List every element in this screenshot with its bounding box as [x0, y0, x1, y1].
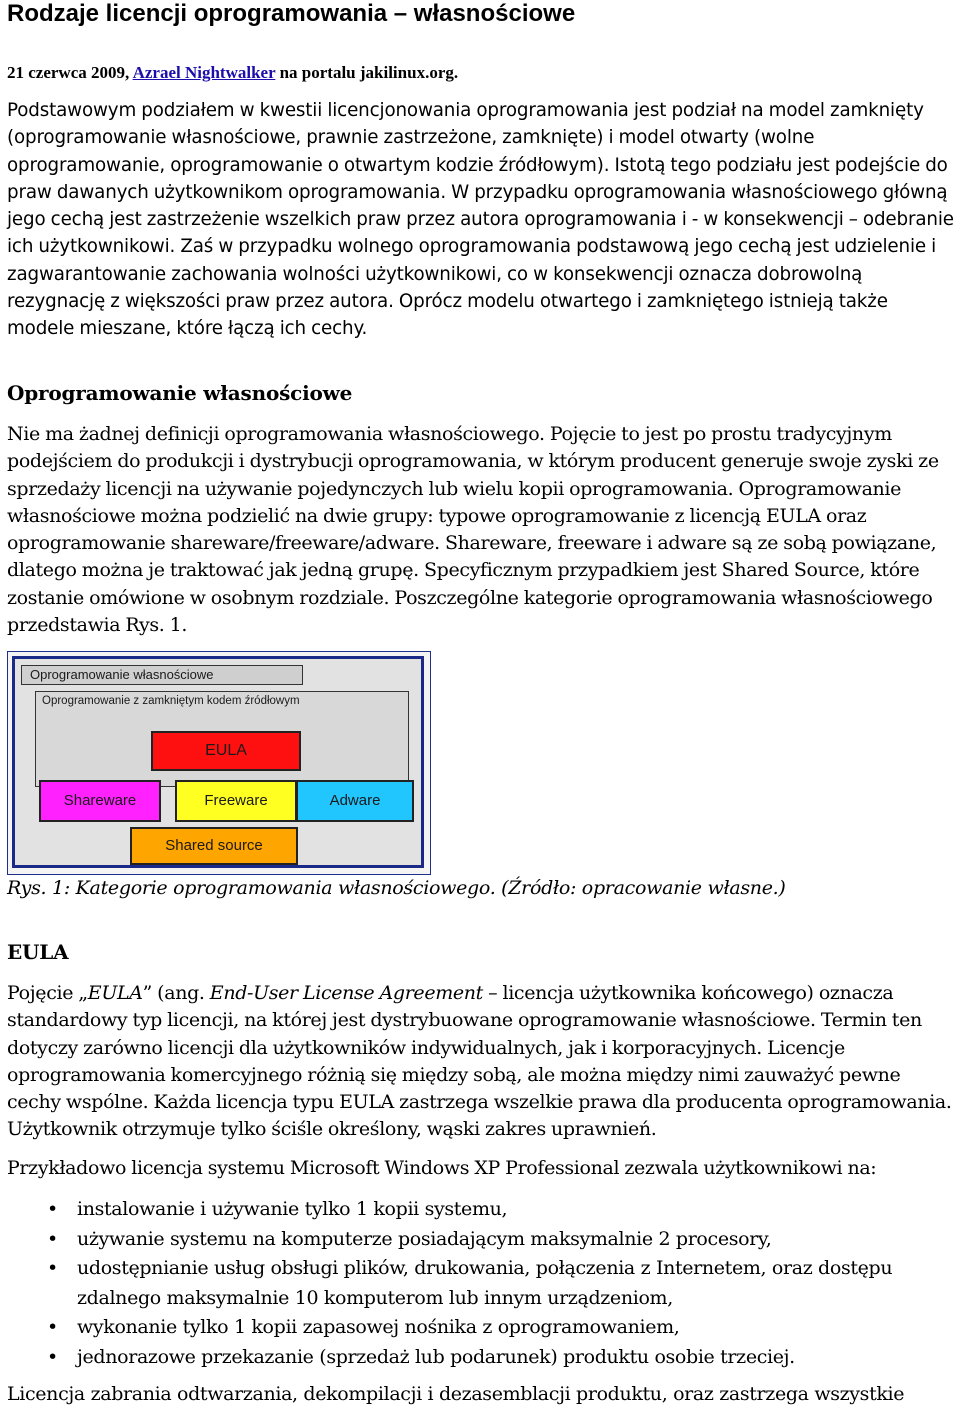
page-title: Rodzaje licencji oprogramowania – własnościowe — [7, 0, 576, 27]
diagram-inner-label: Oprogramowanie z zamkniętym kodem źródłowym — [42, 695, 300, 707]
bullet-icon: • — [47, 1345, 58, 1368]
list-item-text: wykonanie tylko 1 kopii zapasowej nośnika z oprogramowaniem, — [77, 1316, 680, 1338]
article-meta — [7, 63, 458, 83]
diagram-box-eula: EULA — [151, 731, 301, 771]
list-item-text: jednorazowe przekazanie (sprzedaż lub podarunek) produktu osobie trzeciej. — [77, 1345, 795, 1368]
license-restrictions-text: Licencja zabrania odtwarzania, dekompilacji i dezasemblacji produktu, oraz zastrzega wszystkie — [7, 1383, 905, 1405]
source-text: na portalu jakilinux.org. — [275, 63, 459, 82]
proprietary-paragraph: Nie ma żadnej definicji oprogramowania własnościowego. Pojęcie to jest po prostu tradycyjnym podejściem do produkcji i dystrybucji oprogramowania, w którym producent generuje swoje zyski ze sprzedaży licencji na używanie pojedynczych lub wielu kopii oprogramowania. Oprogramowanie własnościowe można podzielić na dwie grupy: typowe oprogramowanie z licencją EULA oraz oprogramowanie shareware/freeware/adware. Shareware, freeware i adware są ze sobą powiązane, dlatego można je traktować jak jedną grupę. Specyficznym przypadkiem jest Shared Source, które zostanie omówione w osobnym rozdziale. Poszczególne kategorie oprogramowania własnościowego przedstawia Rys. 1. — [7, 423, 939, 637]
list-item-text: udostępnianie usług obsługi plików, drukowania, połączenia z Internetem, oraz dostępu zdalnego maksymalnie 10 komputerom lub innym urządzeniom, — [77, 1257, 893, 1309]
diagram-box-shareware: Shareware — [39, 780, 161, 822]
proprietary-software-diagram — [7, 651, 431, 875]
figure-caption: Rys. 1: Kategorie oprogramowania własnościowego. (Źródło: opracowanie własne.) — [7, 877, 786, 899]
diagram-box-shared-source: Shared source — [130, 827, 298, 865]
list-item — [7, 1195, 957, 1225]
list-item — [7, 1313, 957, 1343]
eula-text-start: Pojęcie „ — [7, 982, 88, 1004]
list-item-text: używanie systemu na komputerze posiadającym maksymalnie 2 procesory, — [77, 1227, 772, 1250]
diagram-box-adware: Adware — [296, 780, 414, 822]
license-permissions-list — [7, 1195, 957, 1372]
author-link[interactable]: Azrael Nightwalker — [132, 63, 276, 82]
eula-text-mid: ” (ang. — [142, 982, 210, 1004]
bullet-icon: • — [47, 1198, 58, 1220]
section-heading-eula: EULA — [7, 940, 69, 964]
list-item — [7, 1254, 957, 1313]
diagram-frame — [12, 656, 424, 868]
license-example-intro: Przykładowo licencja systemu Microsoft Windows XP Professional zezwala użytkownikowi na: — [7, 1157, 877, 1179]
diagram-outer-label: Oprogramowanie własnościowe — [21, 665, 303, 685]
list-item-text: instalowanie i używanie tylko 1 kopii systemu, — [77, 1198, 508, 1220]
bullet-icon: • — [47, 1257, 58, 1279]
eula-term: EULA — [87, 982, 143, 1004]
list-item — [7, 1343, 957, 1373]
eula-text-rest: – licencja użytkownika końcowego) oznacza standardowy typ licencji, na której jest dystrybuowane oprogramowanie własnościowe. Termin ten dotyczy zarówno licencji dla użytkowników indywidualnych, jak i korporacyjnych. Licencje oprogramowania komercyjnego różnią się między sobą, ale można między nimi zauważyć pewne cechy wspólne. Każda licencja typu EULA zastrzega wszelkie prawa dla producenta oprogramowania. Użytkownik otrzymuje tylko ściśle określony, wąski zakres uprawnień. — [7, 982, 952, 1141]
section-heading-proprietary: Oprogramowanie własnościowe — [7, 381, 353, 405]
diagram-box-freeware: Freeware — [175, 780, 297, 822]
bullet-icon: • — [47, 1316, 58, 1338]
list-item — [7, 1225, 957, 1255]
eula-paragraph — [7, 980, 957, 1144]
publish-date: 21 czerwca 2009, — [7, 63, 133, 82]
eula-expansion: End-User License Agreement — [209, 982, 483, 1004]
intro-paragraph: Podstawowym podziałem w kwestii licencjonowania oprogramowania jest podział na model zamknięty (oprogramowanie własnościowe, prawnie zastrzeżone, zamknięte) i model otwarty (wolne oprogramowanie, oprogramowanie o otwartym kodzie źródłowym). Istotą tego podziału jest podejście do praw dawanych użytkownikom oprogramowania. W przypadku oprogramowania własnościowego główną jego cechą jest zastrzeżenie wszelkich praw przez autora oprogramowania i - w konsekwencji – odebranie ich użytkownikowi. Zaś w przypadku wolnego oprogramowania podstawową jego cechą jest udzielenie i zagwarantowanie zachowania wolności użytkownikowi, co w konsekwencji oznacza dobrowolną rezygnację z większości praw przez autora. Oprócz modelu otwartego i zamkniętego istnieją także modele mieszane, które łączą ich cechy. — [7, 100, 954, 340]
bullet-icon: • — [47, 1227, 58, 1250]
